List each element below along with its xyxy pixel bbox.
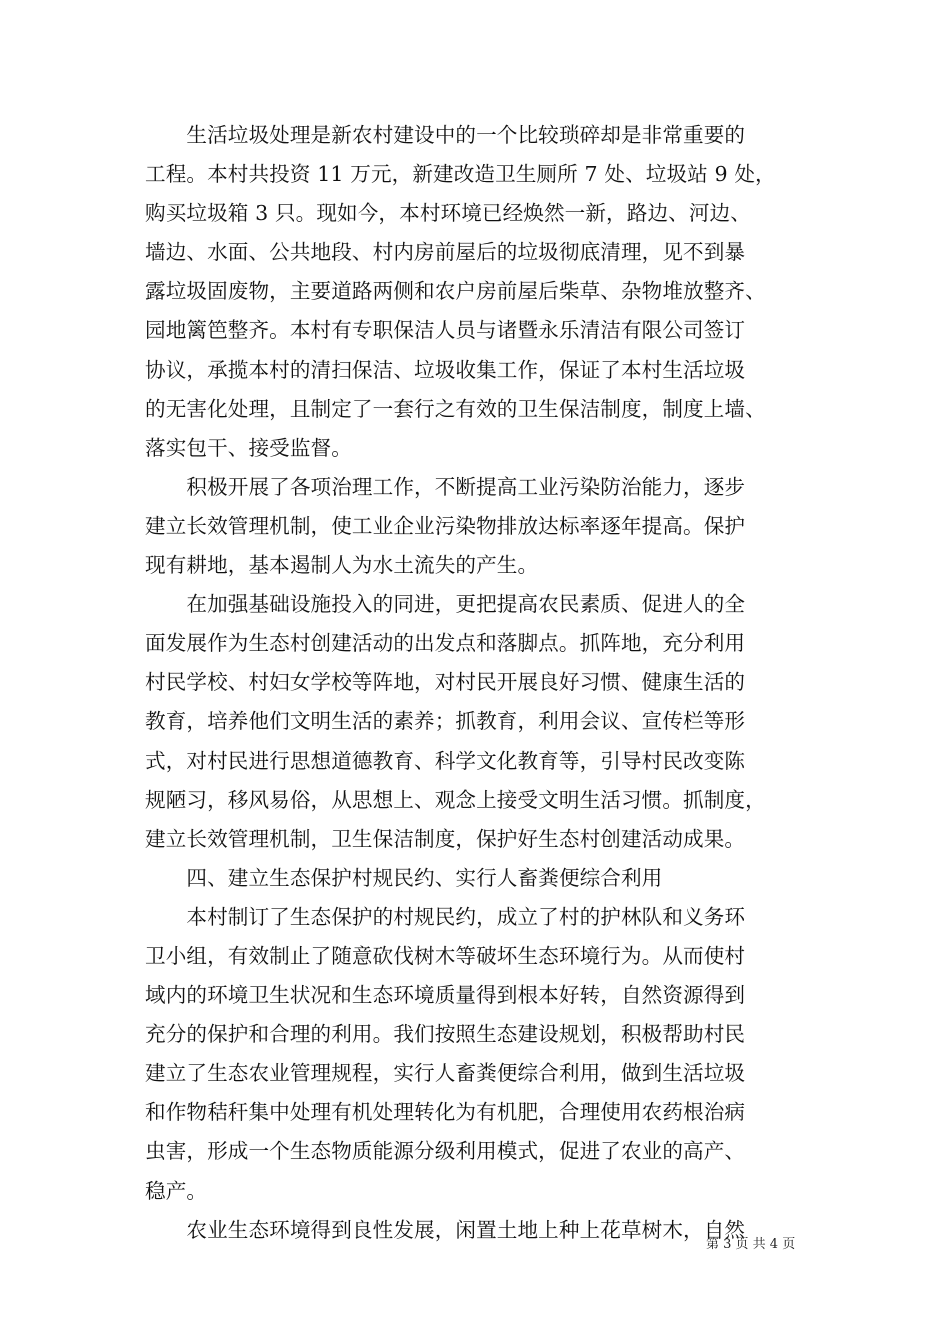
text-line: 卫小组，有效制止了随意砍伐树木等破坏生态环境行为。从而使村 [145, 943, 746, 968]
text-line: 现有耕地，基本遏制人为水土流失的产生。 [145, 553, 539, 578]
section-heading: 四、建立生态保护村规民约、实行人畜粪便综合利用 [145, 865, 663, 890]
page-number: 第 3 页 共 4 页 [706, 1237, 796, 1252]
document-body [145, 116, 825, 1250]
text-line: 建立长效管理机制，使工业企业污染物排放达标率逐年提高。保护 [145, 513, 746, 538]
text-line: 教育，培养他们文明生活的素养；抓教育，利用会议、宣传栏等形 [145, 709, 746, 734]
text-line: 墙边、水面、公共地段、村内房前屋后的垃圾彻底清理，见不到暴 [145, 240, 746, 265]
text-line: 规陋习，移风易俗，从思想上、观念上接受文明生活习惯。抓制度， [145, 787, 766, 812]
text-line: 本村制订了生态保护的村规民约，成立了村的护林队和义务环 [145, 904, 746, 929]
text-line: 园地篱笆整齐。本村有专职保洁人员与诸暨永乐清洁有限公司签订 [145, 318, 746, 343]
text-line: 露垃圾固废物，主要道路两侧和农户房前屋后柴草、杂物堆放整齐、 [145, 279, 766, 304]
text-line: 稳产。 [145, 1178, 208, 1203]
text-line: 建立长效管理机制，卫生保洁制度，保护好生态村创建活动成果。 [145, 826, 746, 851]
text-line: 协议，承揽本村的清扫保洁、垃圾收集工作，保证了本村生活垃圾 [145, 357, 746, 382]
text-line: 建立了生态农业管理规程，实行人畜粪便综合利用，做到生活垃圾 [145, 1061, 746, 1086]
text-line: 购买垃圾箱 3 只。现如今，本村环境已经焕然一新，路边、河边、 [145, 201, 751, 226]
text-line: 在加强基础设施投入的同进，更把提高农民素质、促进人的全 [145, 592, 746, 617]
text-line: 积极开展了各项治理工作，不断提高工业污染防治能力，逐步 [145, 474, 746, 499]
text-line: 工程。本村共投资 11 万元，新建改造卫生厕所 7 处、垃圾站 9 处， [145, 162, 776, 187]
text-line: 和作物秸秆集中处理有机处理转化为有机肥，合理使用农药根治病 [145, 1100, 746, 1125]
text-line: 充分的保护和合理的利用。我们按照生态建设规划，积极帮助村民 [145, 1022, 746, 1047]
text-line: 落实包干、接受监督。 [145, 435, 352, 460]
text-line: 域内的环境卫生状况和生态环境质量得到根本好转，自然资源得到 [145, 983, 746, 1008]
text-line: 生活垃圾处理是新农村建设中的一个比较琐碎却是非常重要的 [145, 123, 746, 147]
text-line: 式，对村民进行思想道德教育、科学文化教育等，引导村民改变陈 [145, 748, 746, 773]
text-line: 村民学校、村妇女学校等阵地，对村民开展良好习惯、健康生活的 [145, 670, 746, 695]
text-line: 的无害化处理，且制定了一套行之有效的卫生保洁制度，制度上墙、 [145, 396, 766, 421]
text-line: 虫害，形成一个生态物质能源分级利用模式，促进了农业的高产、 [145, 1139, 746, 1164]
text-line: 面发展作为生态村创建活动的出发点和落脚点。抓阵地，充分利用 [145, 631, 746, 656]
text-line: 农业生态环境得到良性发展，闲置土地上种上花草树木，自然 [145, 1217, 746, 1242]
